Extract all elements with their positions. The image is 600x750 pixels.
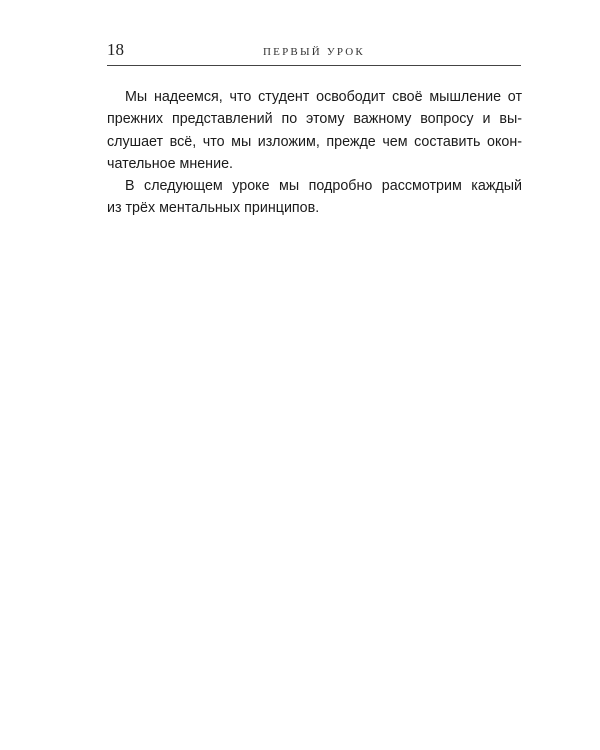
running-title: ПЕРВЫЙ УРОК [263, 46, 365, 58]
text-line: слушает всё, что мы изложим, прежде чем составить окон- [107, 133, 522, 150]
paragraph [107, 175, 522, 220]
text-line: В следующем уроке мы подробно рассмотрим каждый [125, 178, 522, 195]
text-line: из трёх ментальных принципов. [107, 200, 320, 217]
paragraph [107, 86, 522, 175]
header-rule [107, 65, 521, 66]
text-line: прежних представлений по этому важному вопросу и вы- [107, 111, 522, 128]
body-text [107, 86, 522, 220]
text-line: Мы надеемся, что студент освободит своё мышление от [125, 89, 522, 105]
page-number: 18 [107, 40, 124, 59]
text-line: чательное мнение. [107, 155, 233, 172]
page-header [107, 40, 521, 66]
